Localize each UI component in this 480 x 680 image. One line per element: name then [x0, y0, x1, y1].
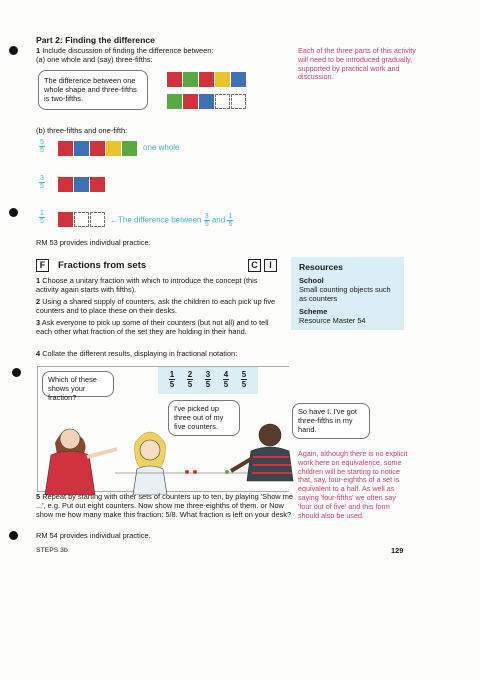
boy-figure: [231, 424, 293, 481]
board-fraction: $\frac{5}{5}$: [241, 370, 247, 389]
children-drawing: [37, 395, 337, 495]
sectionF-item2: 2 Using a shared supply of counters, ask the children to each pick up five counters and to place these on their desks.: [36, 297, 276, 315]
red-square: [199, 72, 214, 87]
red-square: [167, 72, 182, 87]
margin-bullet: [9, 46, 18, 55]
difference-label: ←The difference between $\frac{3}{5}$ and $\frac{1}{5}$: [110, 213, 233, 228]
fraction-three-fifths: $\frac{3}{5}$: [40, 175, 44, 190]
speech-bubble-boy: So have I. I've got three-fifths in my hand.: [292, 403, 370, 439]
rm53-note: RM 53 provides individual practice.: [36, 238, 151, 247]
yellow-square: [215, 72, 230, 87]
resources-title: Resources: [299, 262, 343, 272]
item-number: 1: [36, 46, 41, 55]
red-square: [58, 212, 73, 227]
blue-square: [74, 141, 89, 156]
teacher-figure: [45, 429, 117, 495]
red-square: [90, 177, 105, 192]
speech-bubble-difference: The difference between one whole shape and three-fifths is two-fifths.: [38, 70, 148, 110]
resources-scheme-text: Resource Master 54: [299, 316, 366, 325]
green-square: [183, 72, 198, 87]
fraction-five-fifths: $\frac{5}{5}$: [40, 139, 44, 154]
part2-item1: [36, 46, 286, 55]
one-whole-label: one whole: [143, 143, 180, 152]
sectionF-item4: 4 Collate the different results, displaying in fractional notation:: [36, 349, 238, 358]
empty-square: [215, 94, 230, 109]
girl-figure: [133, 432, 167, 495]
board-fraction: $\frac{2}{5}$: [187, 370, 193, 389]
fraction-board: [158, 367, 258, 394]
empty-square: [90, 212, 105, 227]
resources-scheme-label: Scheme: [299, 307, 328, 316]
red-square: [58, 177, 73, 192]
class-badge: C: [248, 259, 261, 272]
margin-bullet: [9, 208, 18, 217]
red-square: [90, 141, 105, 156]
board-fraction: $\frac{4}{5}$: [223, 370, 229, 389]
resources-panel: [291, 257, 404, 330]
speech-bubble-teacher: Which of these shows your fraction?: [42, 371, 114, 397]
yellow-square: [106, 141, 121, 156]
empty-square: [74, 212, 89, 227]
item-text: Include discussion of finding the difference between:: [42, 46, 214, 55]
sectionF-item5: 5 Repeat by starting with other sets of counters up to ten, by playing 'Show me ...', e.g. Put out eight counters. Now show me three-eighths of them. or Now show me how many make this fraction: 5/8. What fraction is left on your desk?: [36, 492, 293, 519]
rm54-note: RM 54 provides individual practice.: [36, 531, 151, 540]
blue-square: [199, 94, 214, 109]
green-square: [167, 94, 182, 109]
section-title: Fractions from sets: [58, 260, 147, 271]
blue-square: [231, 72, 246, 87]
fraction-one-fifth: $\frac{1}{5}$: [40, 210, 44, 225]
part2-item1-a: (a) one whole and (say) three-fifths:: [36, 55, 153, 64]
red-square: [58, 141, 73, 156]
part2-heading: Part 2: Finding the difference: [36, 35, 155, 45]
margin-bullet: [12, 368, 21, 377]
board-fraction: $\frac{3}{5}$: [205, 370, 211, 389]
sectionF-margin-note: Again, although there is no explicit work here on equivalence, some children will be starting to notice that, say, four-eighths of a set is equivalent to a half. As well as saying 'four-fifths' we often say 'four out of five' and this form should also be used.: [298, 449, 408, 520]
speech-bubble-girl: I've picked up three out of my five counters.: [168, 400, 240, 436]
blue-square: [74, 177, 89, 192]
section-badge: F: [36, 259, 49, 272]
part2-margin-note: Each of the three parts of this activity will need to be introduced gradually, supported by practical work and discussion.: [298, 46, 416, 82]
sectionF-item1: 1 Choose a unitary fraction with which to introduce the concept (this activity again starts with fifths).: [36, 276, 258, 294]
part2-item1-b: (b) three-fifths and one-fifth:: [36, 126, 128, 135]
board-fraction: $\frac{1}{5}$: [169, 370, 175, 389]
page-number: 129: [391, 546, 404, 555]
margin-bullet: [9, 531, 18, 540]
resources-school-text: Small counting objects such as counters: [299, 285, 391, 303]
red-square: [183, 94, 198, 109]
green-square: [122, 141, 137, 156]
individual-badge: I: [264, 259, 277, 272]
sectionF-item3: 3 Ask everyone to pick up some of their counters (but not all) and to tell each other what fraction of the set they are holding in their hand.: [36, 318, 269, 336]
footer-book: STEPS 3b: [36, 547, 68, 554]
empty-square: [231, 94, 246, 109]
resources-school-label: School: [299, 276, 324, 285]
